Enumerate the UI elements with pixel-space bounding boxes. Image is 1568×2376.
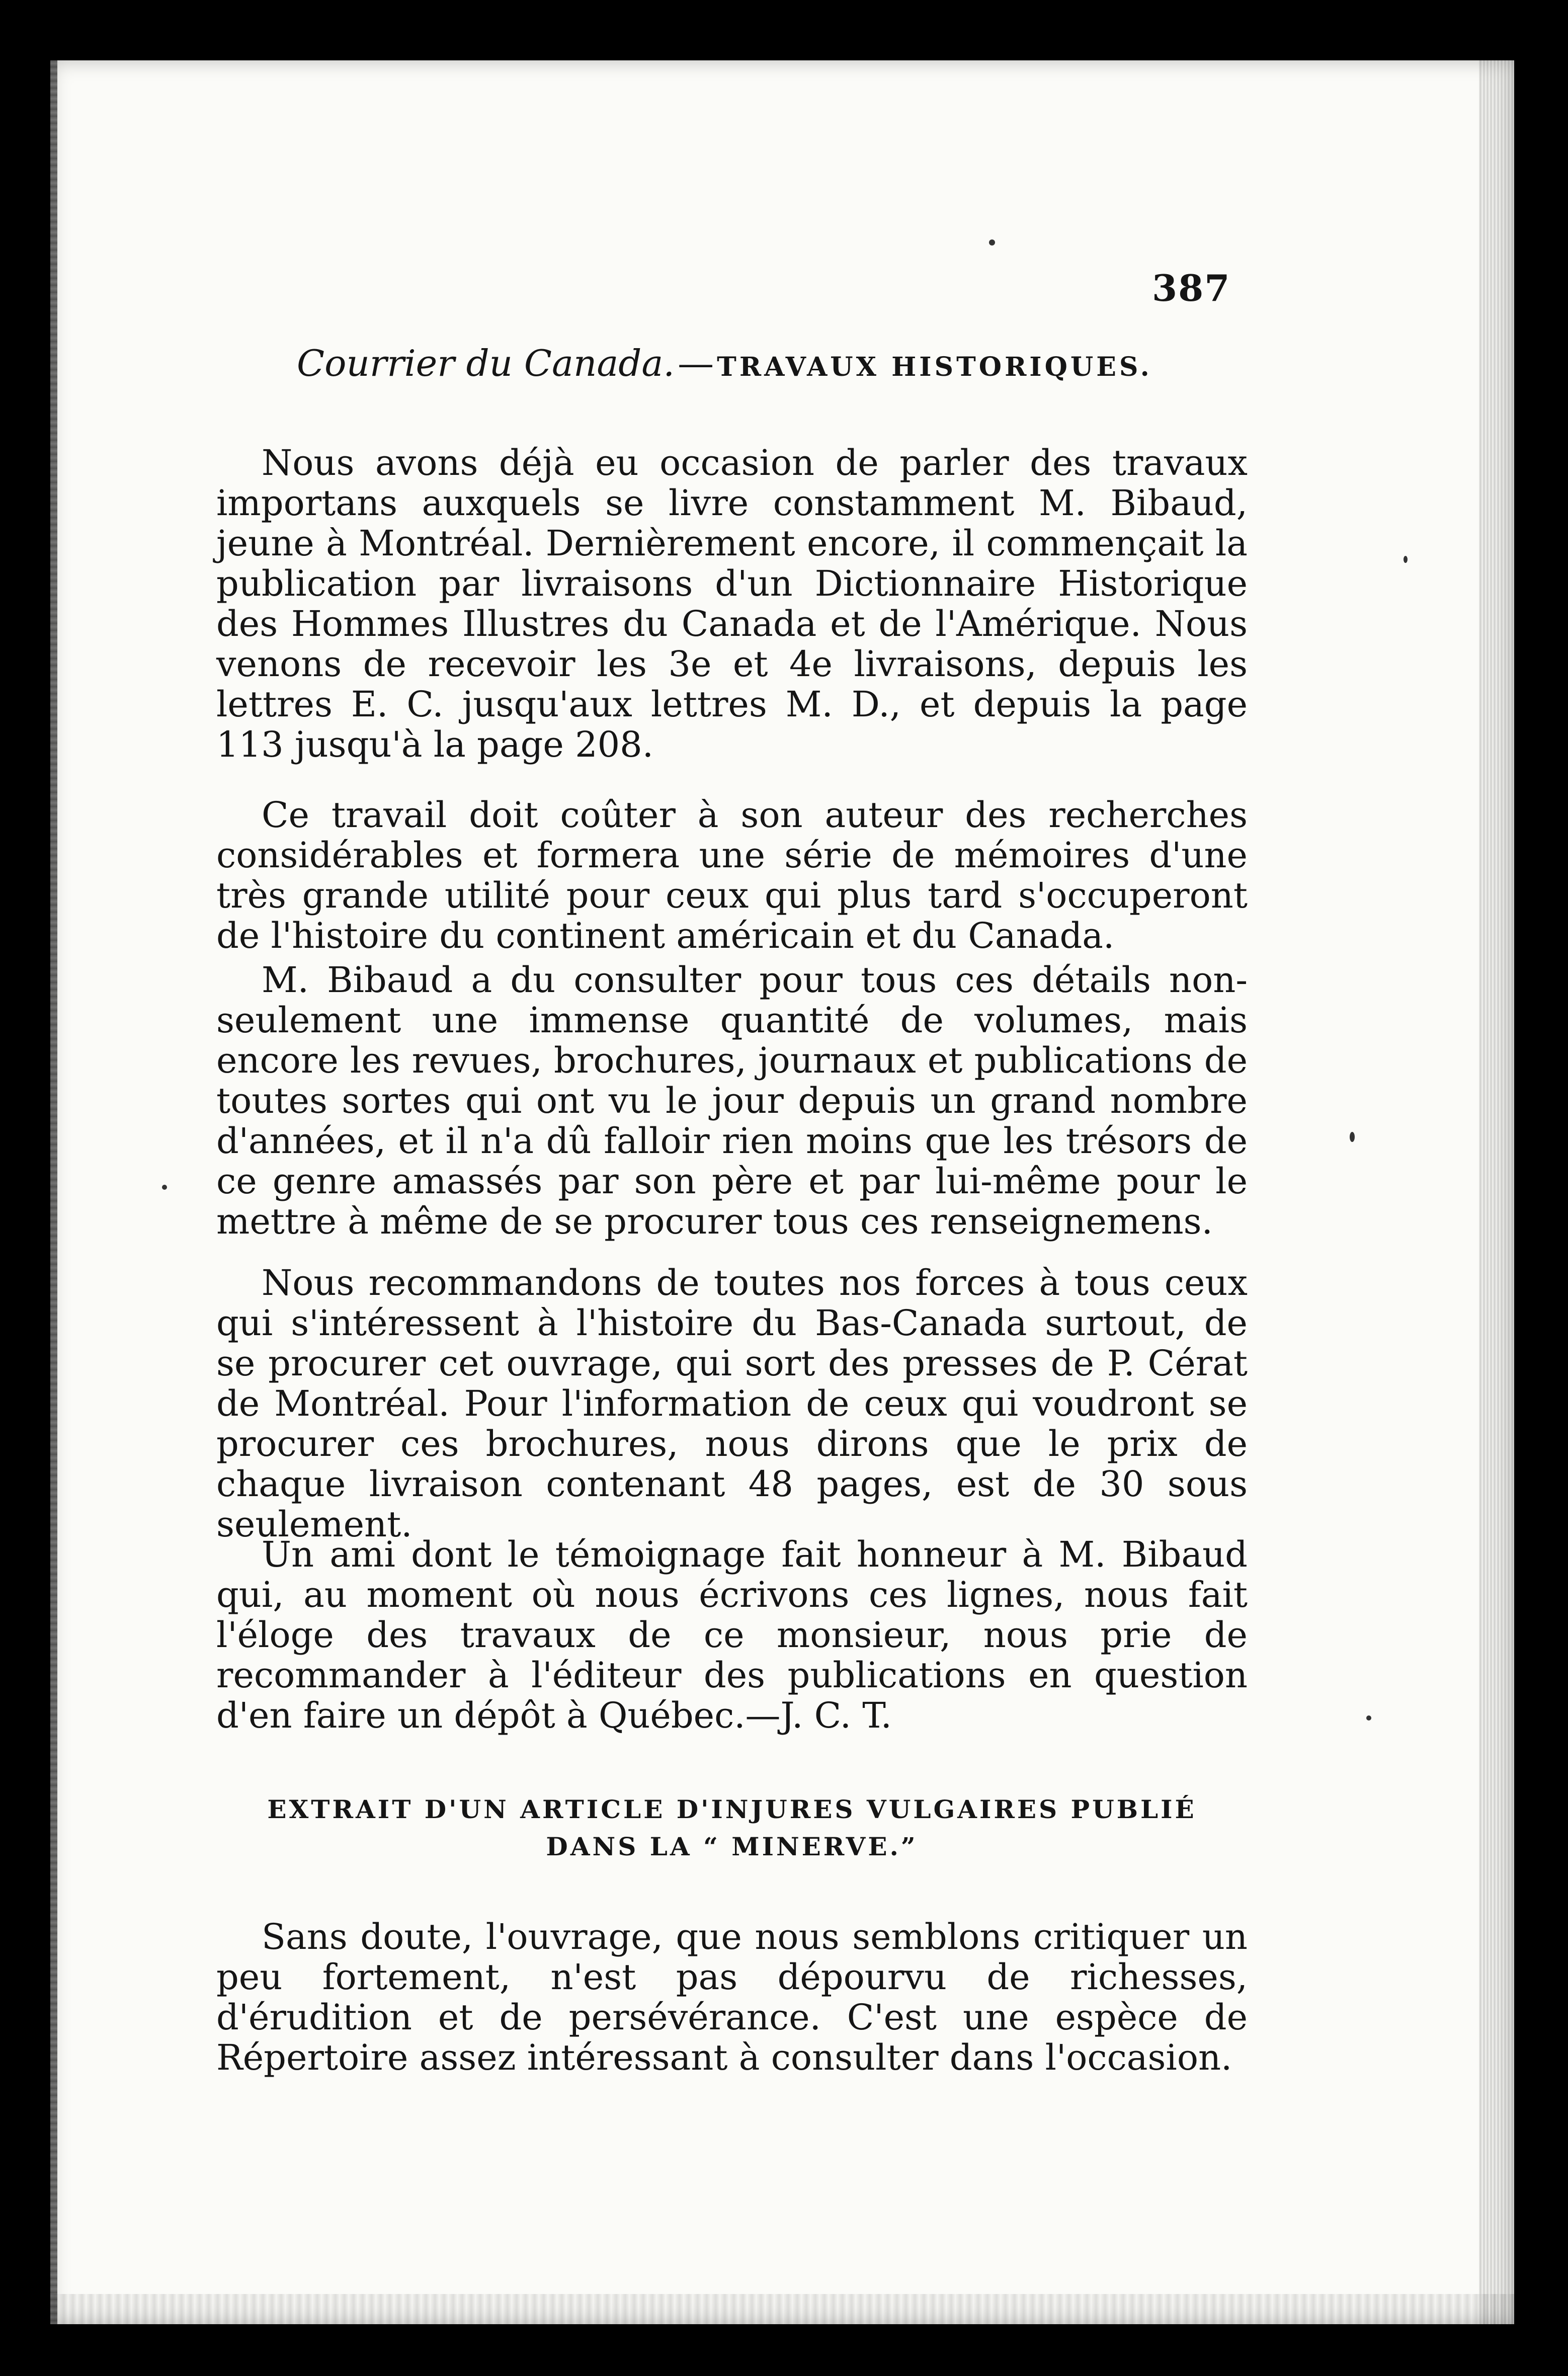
article-topic: TRAVAUX HISTORIQUES.: [717, 352, 1152, 382]
paragraph: Un ami dont le témoignage fait honneur à M. Bibaud qui, au moment où nous écrivons ces lignes, nous fait l'éloge des travaux de ce monsieur, nous prie de recommander à l'éditeur des publications en question d'en faire un dépôt à Québec.—J. C. T.: [216, 1534, 1248, 1736]
ink-speck: [162, 1185, 167, 1190]
page-spine-edge: [50, 60, 57, 2324]
paragraph: Nous recommandons de toutes nos forces à tous ceux qui s'intéressent à l'histoire du Bas-Canada surtout, de se procurer cet ouvrage, qui sort des presses de P. Cérat de Montréal. Pour l'information de ceux qui voudront se procurer ces brochures, nous dirons que le prix de chaque livraison contenant 48 pages, est de 30 sous seulement.: [216, 1262, 1248, 1545]
page-number: 387: [1152, 267, 1231, 309]
ink-speck: [1366, 1715, 1371, 1720]
section-heading-line: DANS LA “ MINERVE.”: [546, 1832, 918, 1861]
paragraph: Ce travail doit coûter à son auteur des recherches considérables et formera une série de mémoires d'une très grande utilité pour ceux qui plus tard s'occuperont de l'histoire du continent américain et du Canada.: [216, 794, 1248, 956]
page-bottom-edge: [50, 2294, 1514, 2324]
running-head: [297, 342, 1253, 384]
paragraph: Sans doute, l'ouvrage, que nous semblons critiquer un peu fortement, n'est pas dépourvu de richesses, d'érudition et de persévérance. C'est une espèce de Répertoire assez intéressant à consulter dans l'occasion.: [216, 1916, 1248, 2078]
page-fore-edge: [1479, 60, 1514, 2324]
ink-speck: [1350, 1132, 1355, 1142]
paragraph: Nous avons déjà eu occasion de parler des travaux importans auxquels se livre constamment M. Bibaud, jeune à Montréal. Dernièrement encore, il commençait la publication par livraisons d'un Dictionnaire Historique des Hommes Illustres du Canada et de l'Amérique. Nous venons de recevoir les 3e et 4e livraisons, depuis les lettres E. C. jusqu'aux lettres M. D., et depuis la page 113 jusqu'à la page 208.: [216, 442, 1248, 765]
section-heading: [216, 1791, 1248, 1865]
paragraph: M. Bibaud a du consulter pour tous ces détails non-seulement une immense quantité de volumes, mais encore les revues, brochures, journaux et publications de toutes sortes qui ont vu le jour depuis un grand nombre d'années, et il n'a dû falloir rien moins que les trésors de ce genre amassés par son père et par lui-même pour le mettre à même de se procurer tous ces renseignemens.: [216, 959, 1248, 1242]
ink-speck: [989, 239, 995, 245]
ink-speck: [1404, 556, 1408, 563]
title-dash: —: [678, 342, 714, 384]
journal-title: Courrier du Canada.: [297, 342, 675, 384]
section-heading-line: EXTRAIT D'UN ARTICLE D'INJURES VULGAIRES PUBLIÉ: [267, 1794, 1197, 1824]
